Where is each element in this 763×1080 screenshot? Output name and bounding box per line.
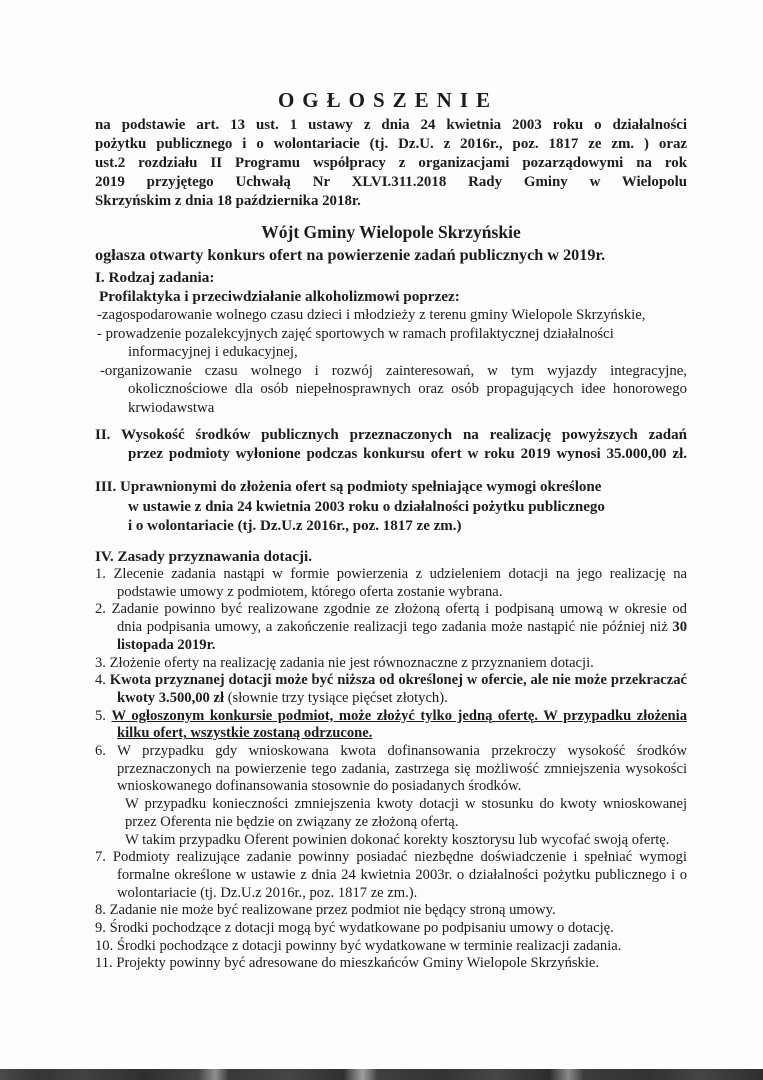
section3-line: i o wolontariacie (tj. Dz.U.z 2016r., poz. 1817 ze zm.) [128, 518, 462, 535]
rule-item-3 [95, 655, 687, 673]
scan-edge-artifact [0, 1069, 763, 1080]
section2-paragraph [95, 426, 687, 465]
legal-basis-line: Skrzyńskim z dnia 18 października 2018r. [95, 193, 361, 209]
rule-number: 5. [95, 707, 106, 724]
legal-basis-line: pożytku publicznego i o wolontariacie (tj. Dz.U. z 2016r., poz. 1817 ze zm. ) oraz [95, 136, 687, 152]
rule-number: 2. [95, 601, 106, 618]
section2-line: II. Wysokość środków publicznych przeznaczonych na realizację powyższych zadań [95, 426, 687, 443]
rule-number: 6. [95, 743, 106, 760]
rule-text: Środki pochodzące z dotacji mogą być wydatkowane po podpisaniu umowy o dotację. [109, 920, 614, 937]
legal-basis-line: 2019 przyjętego Uchwałą Nr XLVI.311.2018 Rady Gminy w Wielopolu [95, 174, 687, 190]
rule-text: Złożenie oferty na realizację zadania nie jest równoznaczne z przyznaniem dotacji. [109, 654, 594, 671]
rule-text: W przypadku gdy wnioskowana kwota dofinansowania przekroczy wysokość środków przeznaczonych na powierzenie tego zadania, zastrzega się możliwość zmniejszenia wysokości wnioskowanego dofinansowania stosownie do posiadanych środków. [117, 743, 687, 795]
task-item: -organizowanie czasu wolnego i rozwój zainteresowań, w tym wyjazdy integracyjne, okolicznościowe dla osób niepełnosprawnych oraz osób propagujących idee honorowego krwiodawstwa [100, 362, 687, 416]
section3-line: III. Uprawnionymi do złożenia ofert są podmioty spełniające wymogi określone [95, 479, 602, 496]
document-content [95, 88, 687, 973]
rule-item-1 [95, 566, 687, 601]
announcer-name: Wójt Gminy Wielopole Skrzyńskie [261, 222, 521, 242]
section3-line: w ustawie z dnia 24 kwietnia 2003 roku o działalności pożytku publicznego [128, 498, 605, 515]
rule-number: 7. [95, 849, 106, 866]
rule-item-4 [95, 672, 687, 707]
section4-heading: IV. Zasady przyznawania dotacji. [95, 547, 313, 565]
rule-text: Zadanie nie może być realizowane przez podmiot nie będący stroną umowy. [109, 902, 556, 919]
rule-number: 9. [95, 920, 106, 937]
task-list [95, 306, 687, 418]
rule-text-bold-underline: W ogłoszonym konkursie podmiot, może złożyć tylko jedną ofertę. W przypadku złożenia kilku ofert, wszystkie zostaną odrzucone. [111, 707, 687, 742]
legal-basis-line: na podstawie art. 13 ust. 1 ustawy z dnia 24 kwietnia 2003 roku o działalności [95, 117, 687, 133]
legal-basis-paragraph [95, 116, 687, 211]
rule-text: Zadanie powinno być realizowane zgodnie ze złożoną ofertą i podpisaną umową w okresie od dnia podpisania umowy, a zakończenie realizacji tego zadania może nastąpić nie później niż [111, 601, 687, 636]
rule-number: 1. [95, 566, 106, 582]
rule-number: 8. [95, 902, 106, 919]
rule-number: 11. [95, 955, 113, 972]
section1-subheading: Profilaktyka i przeciwdziałanie alkoholizmowi poprzez: [99, 288, 460, 305]
section2-line: przez podmioty wyłonione podczas konkursu ofert w roku 2019 wynosi 35.000,00 zł. [128, 445, 687, 462]
announcement-line: ogłasza otwarty konkurs ofert na powierzenie zadań publicznych w 2019r. [95, 246, 606, 264]
rule-text: Podmioty realizujące zadanie powinny posiadać niezbędne doświadczenie i spełniać wymogi formalne określone w ustawie z dnia 24 kwietnia 2003r. o działalności pożytku publicznego i o wolontariacie (tj. Dz.U.z 2016r., poz. 1817 ze zm.). [112, 849, 687, 901]
rule-item-6-continuation: W takim przypadku Oferent powinien dokonać korekty kosztorysu lub wycofać swoją ofertę. [125, 831, 670, 848]
rule-text: Projekty powinny być adresowane do mieszkańców Gminy Wielopole Skrzyńskie. [116, 955, 600, 972]
rule-number: 4. [95, 672, 106, 689]
task-item: -zagospodarowanie wolnego czasu dzieci i młodzieży z terenu gminy Wielopole Skrzyńskie, [97, 307, 646, 323]
section1-heading: I. Rodzaj zadania: [95, 269, 215, 286]
rule-item-5 [95, 708, 687, 743]
rule-item-6 [95, 743, 687, 796]
rule-text-bold: 30 listopada 2019r. [117, 619, 687, 653]
rule-item-10 [95, 938, 687, 956]
rule-item-6-continuation: W przypadku konieczności zmniejszenia kwoty dotacji w stosunku do kwoty wnioskowanej przez Oferenta nie będzie on związany ze złożoną ofertą. [125, 796, 687, 830]
section3-paragraph [95, 478, 687, 536]
rule-text: (słownie trzy tysiące pięćset złotych). [227, 689, 448, 706]
rule-number: 3. [95, 654, 106, 671]
rule-item-8 [95, 902, 687, 920]
rule-text-bold: Kwota przyznanej dotacji może być niższa od określonej w ofercie, ale nie może przekraczać kwoty 3.500,00 zł [109, 672, 687, 706]
rule-item-9 [95, 920, 687, 938]
rule-text: Zlecenie zadania nastąpi w formie powierzenia z udzieleniem dotacji na jego realizację na podstawie umowy z podmiotem, którego oferta zostanie wybrana. [113, 566, 687, 600]
task-item: - prowadzenie pozalekcyjnych zajęć sportowych w ramach profilaktycznej działalności informacyjnej i edukacyjnej, [97, 325, 614, 361]
rules-list [95, 566, 687, 973]
rule-item-2 [95, 601, 687, 654]
rule-item-11 [95, 955, 687, 973]
page-title: OGŁOSZENIE [277, 88, 499, 112]
legal-basis-line: ust.2 rozdziału II Programu współpracy z organizacjami pozarządowymi na rok [95, 155, 687, 171]
rule-number: 10. [95, 937, 114, 954]
rule-item-7 [95, 849, 687, 902]
rule-text: Środki pochodzące z dotacji powinny być wydatkowane w terminie realizacji zadania. [116, 937, 622, 954]
